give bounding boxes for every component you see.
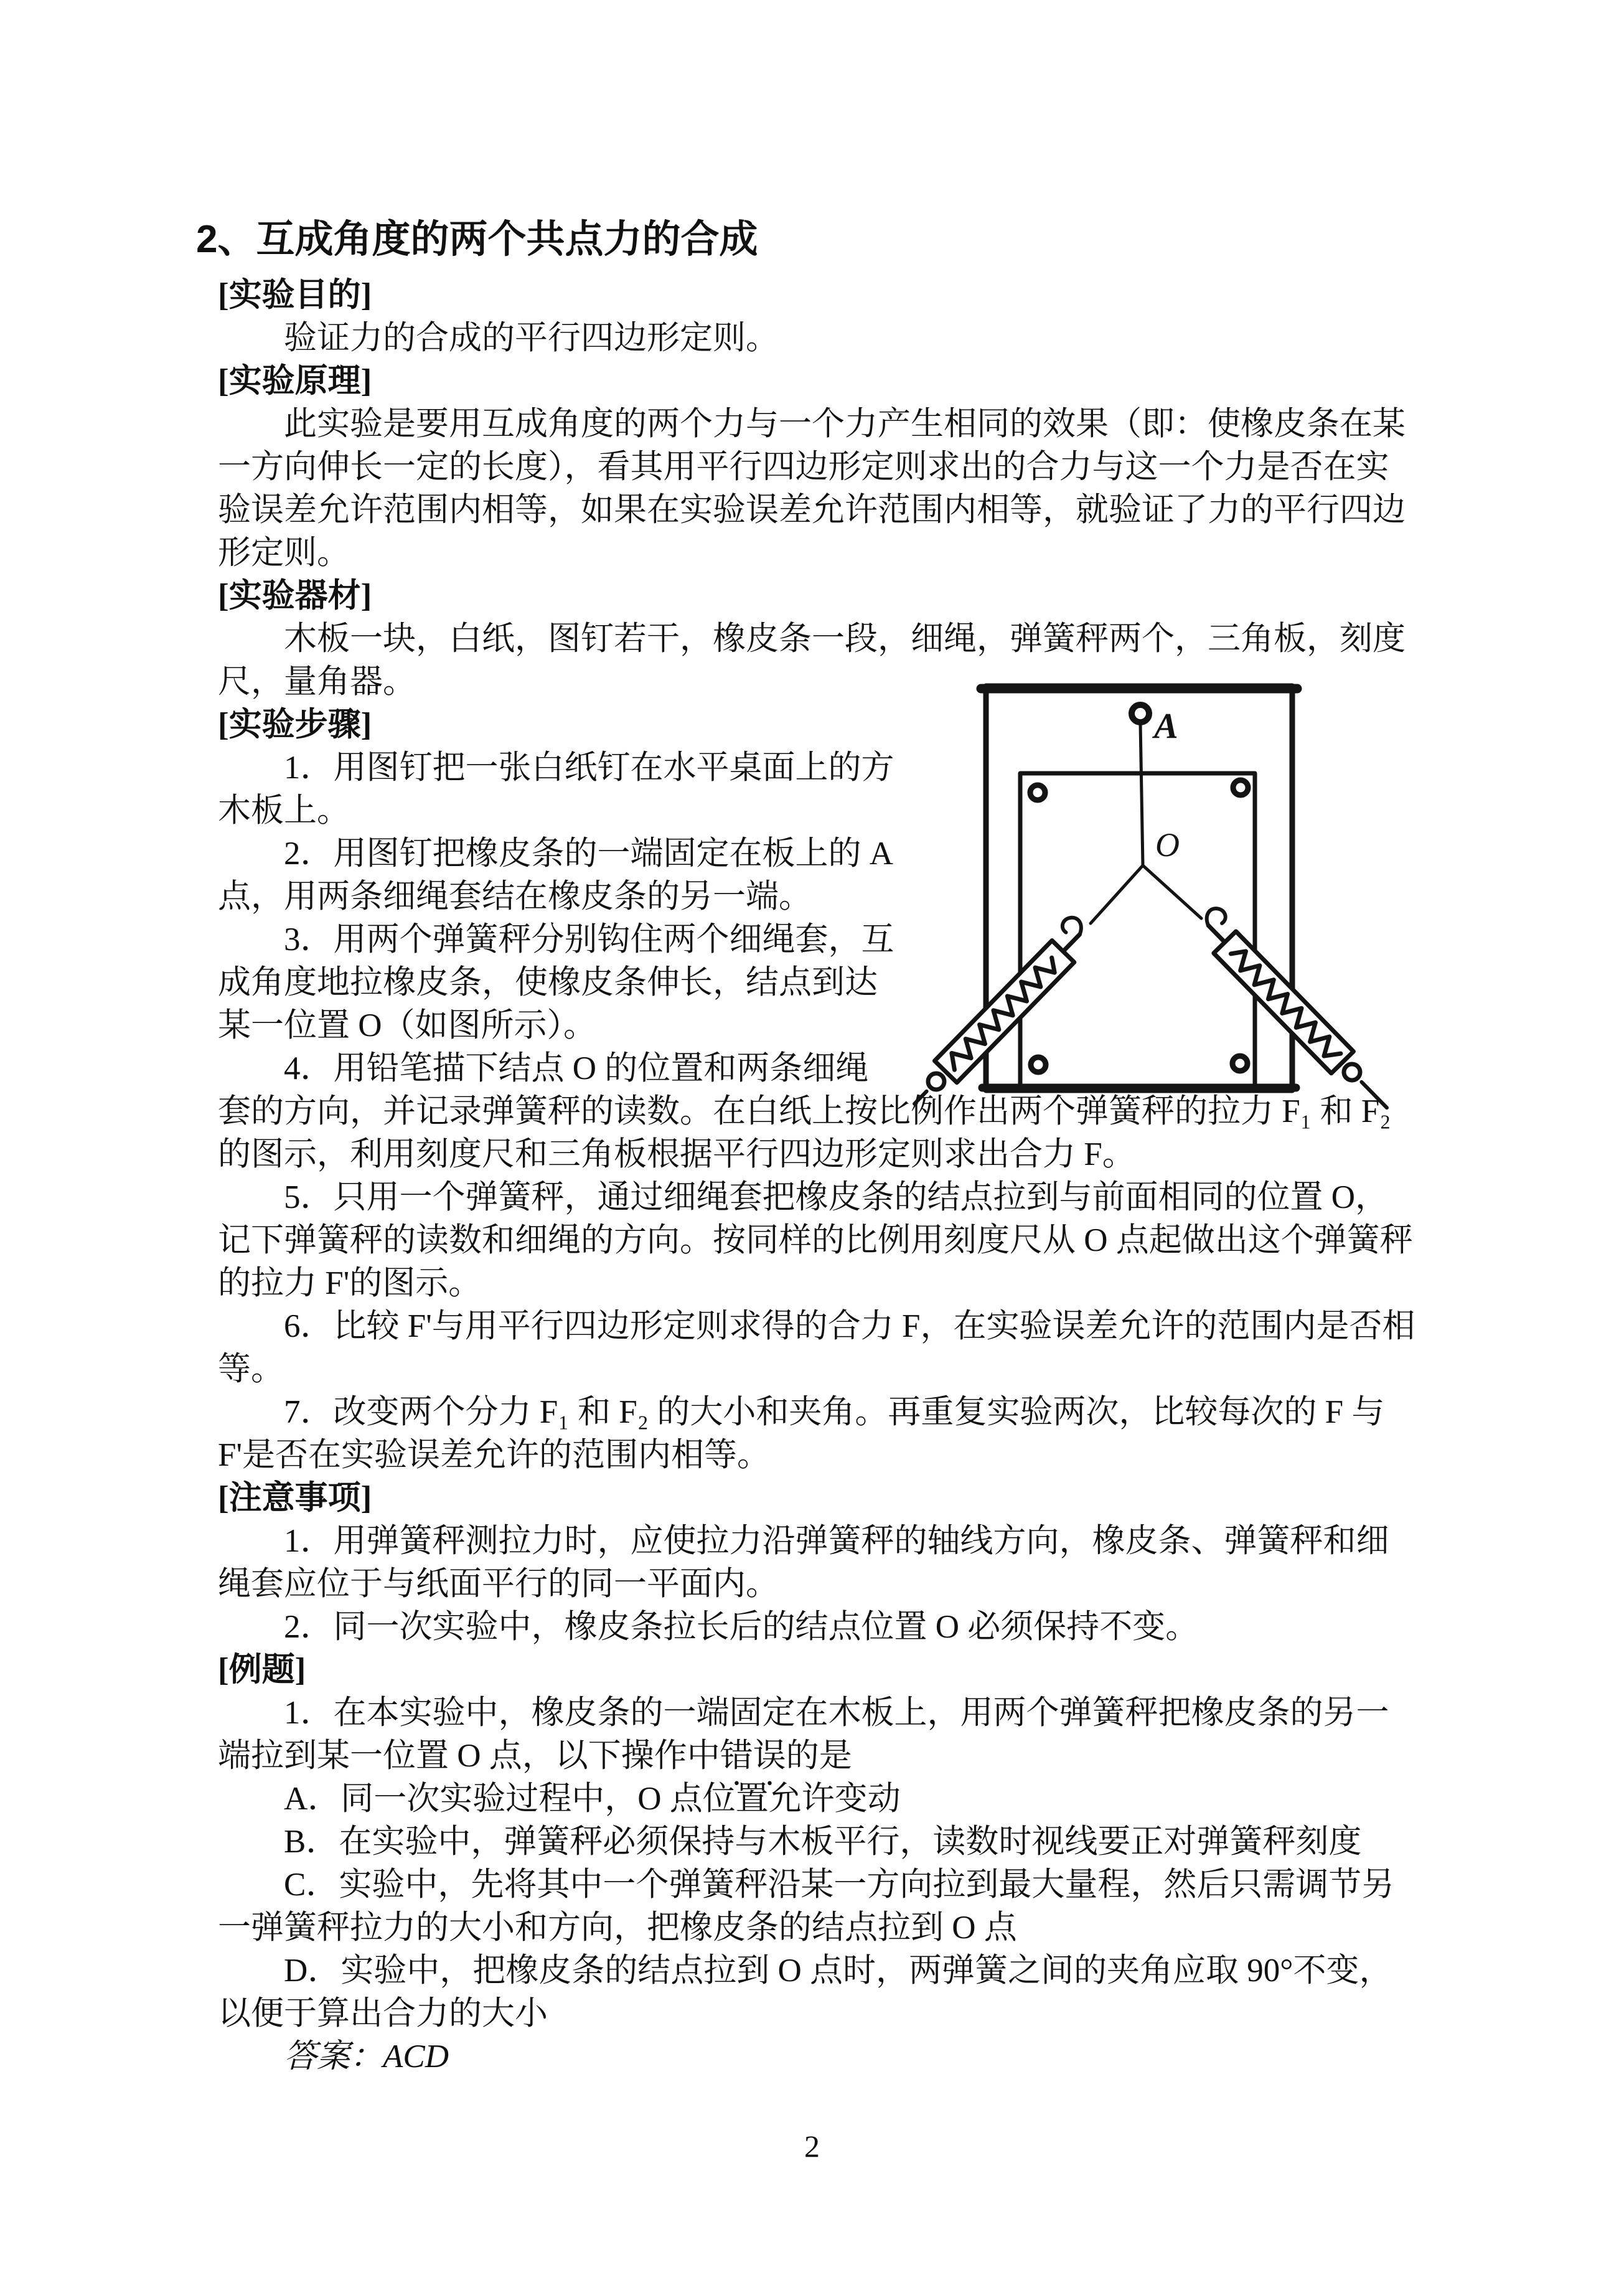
text-line: 木板上。 (218, 793, 350, 829)
text-line: 1．在本实验中，橡皮条的一端固定在木板上，用两个弹簧秤把橡皮条的另一 (284, 1695, 1389, 1731)
text-line: 7．改变两个分力 F₁ 和 F₂ 的大小和夹角。再重复实验两次，比较每次的 F 与 (284, 1394, 1385, 1430)
text-line: 验误差允许范围内相等，如果在实验误差允许范围内相等，就验证了力的平行四边 (218, 492, 1406, 528)
section-heading-example: [例题] (218, 1652, 306, 1688)
text-line: 1．用图钉把一张白纸钉在水平桌面上的方 (284, 750, 894, 786)
text-line: 等。 (218, 1351, 284, 1387)
option-d-cont: 以便于算出合力的大小 (218, 1996, 548, 2032)
text-line: 验证力的合成的平行四边形定则。 (284, 320, 779, 356)
stem-post: 的是 (786, 1738, 852, 1774)
text-line: 点，用两条细绳套结在橡皮条的另一端。 (218, 879, 812, 915)
document-body (196, 217, 1415, 2078)
text-line: F'是否在实验误差允许的范围内相等。 (218, 1437, 771, 1473)
paper-outline (1020, 773, 1255, 1088)
text-line: 木板一块，白纸，图钉若干，橡皮条一段，细绳，弹簧秤两个，三角板，刻度 (284, 621, 1406, 657)
stem-pre: 端拉到某一位置 O 点，以下操作中 (218, 1738, 720, 1774)
text-line: 某一位置 O（如图所示）。 (218, 1007, 597, 1044)
text-line: 6．比较 F'与用平行四边形定则求得的合力 F，在实验误差允许的范围内是否相 (284, 1308, 1415, 1344)
text-line: 4．用铅笔描下结点 O 的位置和两条细绳 (284, 1050, 869, 1086)
section-heading-materials: [实验器材] (218, 578, 372, 614)
point-a-pin (1132, 705, 1149, 722)
text-line: 5．只用一个弹簧秤，通过细绳套把橡皮条的结点拉到与前面相同的位置 O， (284, 1179, 1389, 1215)
figure-label-o: O (1155, 826, 1180, 864)
experiment-figure (927, 676, 1401, 1124)
text-line: 3．用两个弹簧秤分别钩住两个细绳套，互 (284, 921, 894, 958)
text-line: 一方向伸长一定的长度），看其用平行四边形定则求出的合力与这一个力是否在实 (218, 449, 1389, 485)
figure-label-a: A (1154, 705, 1178, 746)
text-line: 2．用图钉把橡皮条的一端固定在板上的 A (284, 836, 894, 872)
answer-line: 答案：ACD (284, 2038, 449, 2075)
text-line: 绳套应位于与纸面平行的同一平面内。 (218, 1566, 779, 1602)
text-line: 记下弹簧秤的读数和细绳的方向。按同样的比例用刻度尺从 O 点起做出这个弹簧秤 (218, 1222, 1413, 1258)
stem-emphasized: 错误 (720, 1738, 786, 1774)
text-line: 1．用弹簧秤测拉力时，应使拉力沿弹簧秤的轴线方向，橡皮条、弹簧秤和细 (284, 1523, 1389, 1559)
text-line: 尺，量角器。 (218, 664, 416, 700)
option-b: B．在实验中，弹簧秤必须保持与木板平行，读数时视线要正对弹簧秤刻度 (284, 1824, 1362, 1860)
text-line: 的拉力 F'的图示。 (218, 1265, 482, 1301)
text-line: 此实验是要用互成角度的两个力与一个力产生相同的效果（即：使橡皮条在某 (284, 406, 1406, 442)
page-title: 2、互成角度的两个共点力的合成 (196, 218, 758, 261)
page-number: 2 (804, 2129, 820, 2164)
option-a: A．同一次实验过程中，O 点位置允许变动 (284, 1781, 901, 1817)
section-heading-notes: [注意事项] (218, 1480, 372, 1516)
option-c: C．实验中，先将其中一个弹簧秤沿某一方向拉到最大量程，然后只需调节另 (284, 1867, 1395, 1903)
section-heading-principle: [实验原理] (218, 363, 372, 399)
section-heading-purpose: [实验目的] (218, 277, 372, 313)
text-line: 成角度地拉橡皮条，使橡皮条伸长，结点到达 (218, 964, 878, 1001)
example-stem-line (218, 1735, 1410, 1778)
option-d: D．实验中，把橡皮条的结点拉到 O 点时，两弹簧之间的夹角应取 90°不变， (284, 1953, 1392, 1989)
section-heading-steps: [实验步骤] (218, 707, 372, 743)
text-line: 套的方向，并记录弹簧秤的读数。在白纸上按比例作出两个弹簧秤的拉力 F₁ 和 F₂ (218, 1093, 1391, 1129)
text-line: 的图示，利用刻度尺和三角板根据平行四边形定则求出合力 F。 (218, 1136, 1135, 1172)
option-c-cont: 一弹簧秤拉力的大小和方向，把橡皮条的结点拉到 O 点 (218, 1910, 1017, 1946)
text-block (218, 274, 1415, 2078)
text-line: 2．同一次实验中，橡皮条拉长后的结点位置 O 必须保持不变。 (284, 1609, 1199, 1645)
text-line: 形定则。 (218, 535, 350, 571)
